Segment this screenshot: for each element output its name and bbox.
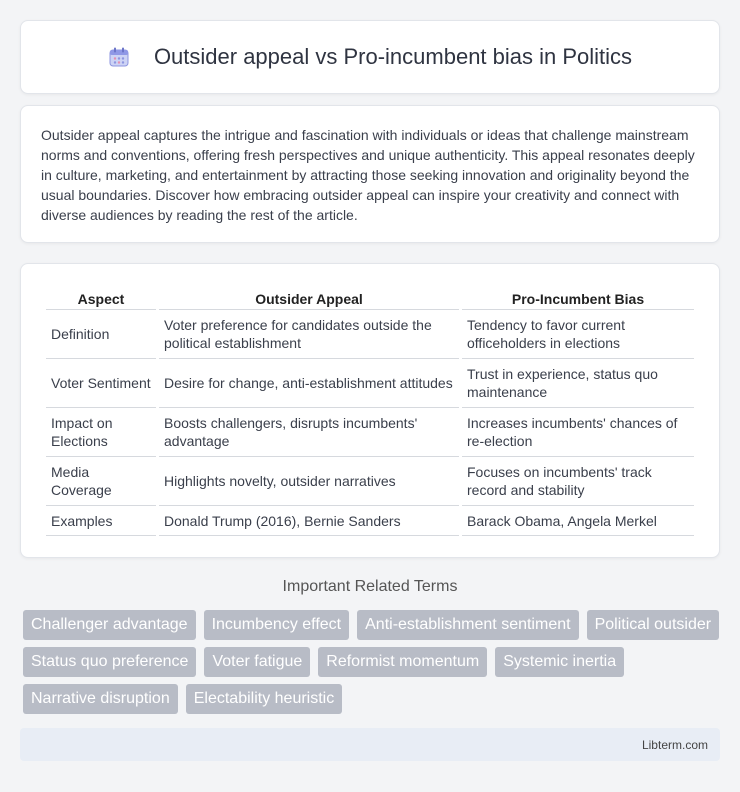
footer-site-link[interactable]: Libterm.com [641,737,708,752]
header-outsider-appeal: Outsider Appeal [159,284,459,310]
intro-card [20,105,720,243]
related-term-tag[interactable]: Reformist momentum [318,647,487,677]
row-aspect: Media Coverage [46,457,156,506]
row-outsider: Boosts challengers, disrupts incumbents' advantage [159,408,459,457]
row-aspect: Examples [46,506,156,536]
row-outsider: Voter preference for candidates outside the political establishment [159,310,459,359]
related-term-tag[interactable]: Challenger advantage [23,610,196,640]
header-aspect: Aspect [46,284,156,310]
footer [20,728,720,761]
related-term-tag[interactable]: Incumbency effect [204,610,350,640]
table-row [46,506,694,536]
related-term-tag[interactable]: Status quo preference [23,647,196,677]
row-incumbent: Barack Obama, Angela Merkel [462,506,694,536]
table-row [46,408,694,457]
row-incumbent: Trust in experience, status quo maintenance [462,359,694,408]
row-incumbent: Increases incumbents' chances of re-election [462,408,694,457]
page-title: Outsider appeal vs Pro-incumbent bias in Politics [153,44,633,69]
comparison-card [20,263,720,558]
row-outsider: Donald Trump (2016), Bernie Sanders [159,506,459,536]
table-row [46,359,694,408]
related-term-tag[interactable]: Anti-establishment sentiment [357,610,578,640]
table-row [46,310,694,359]
comparison-table [43,284,697,536]
row-aspect: Impact on Elections [46,408,156,457]
header-pro-incumbent-bias: Pro-Incumbent Bias [462,284,694,310]
related-term-tag[interactable]: Voter fatigue [204,647,310,677]
calendar-icon [108,46,130,68]
row-aspect: Voter Sentiment [46,359,156,408]
related-terms-heading: Important Related Terms [282,578,458,595]
row-incumbent: Focuses on incumbents' track record and stability [462,457,694,506]
related-terms-list [23,610,723,714]
table-header-row [46,284,694,310]
row-outsider: Desire for change, anti-establishment attitudes [159,359,459,408]
intro-paragraph: Outsider appeal captures the intrigue and fascination with individuals or ideas that challenge mainstream norms and conventions, offering fresh perspectives and unique authenticity. This appeal resonates deeply in culture, marketing, and entertainment by attracting those seeking innovation and originality beyond the usual boundaries. Discover how embracing outsider appeal can inspire your creativity and connect with diverse audiences by reading the rest of the article. [41,127,695,223]
title-card [20,20,720,94]
row-incumbent: Tendency to favor current officeholders in elections [462,310,694,359]
row-outsider: Highlights novelty, outsider narratives [159,457,459,506]
related-term-tag[interactable]: Systemic inertia [495,647,624,677]
related-term-tag[interactable]: Political outsider [587,610,720,640]
table-row [46,457,694,506]
related-term-tag[interactable]: Narrative disruption [23,684,178,714]
row-aspect: Definition [46,310,156,359]
related-term-tag[interactable]: Electability heuristic [186,684,343,714]
